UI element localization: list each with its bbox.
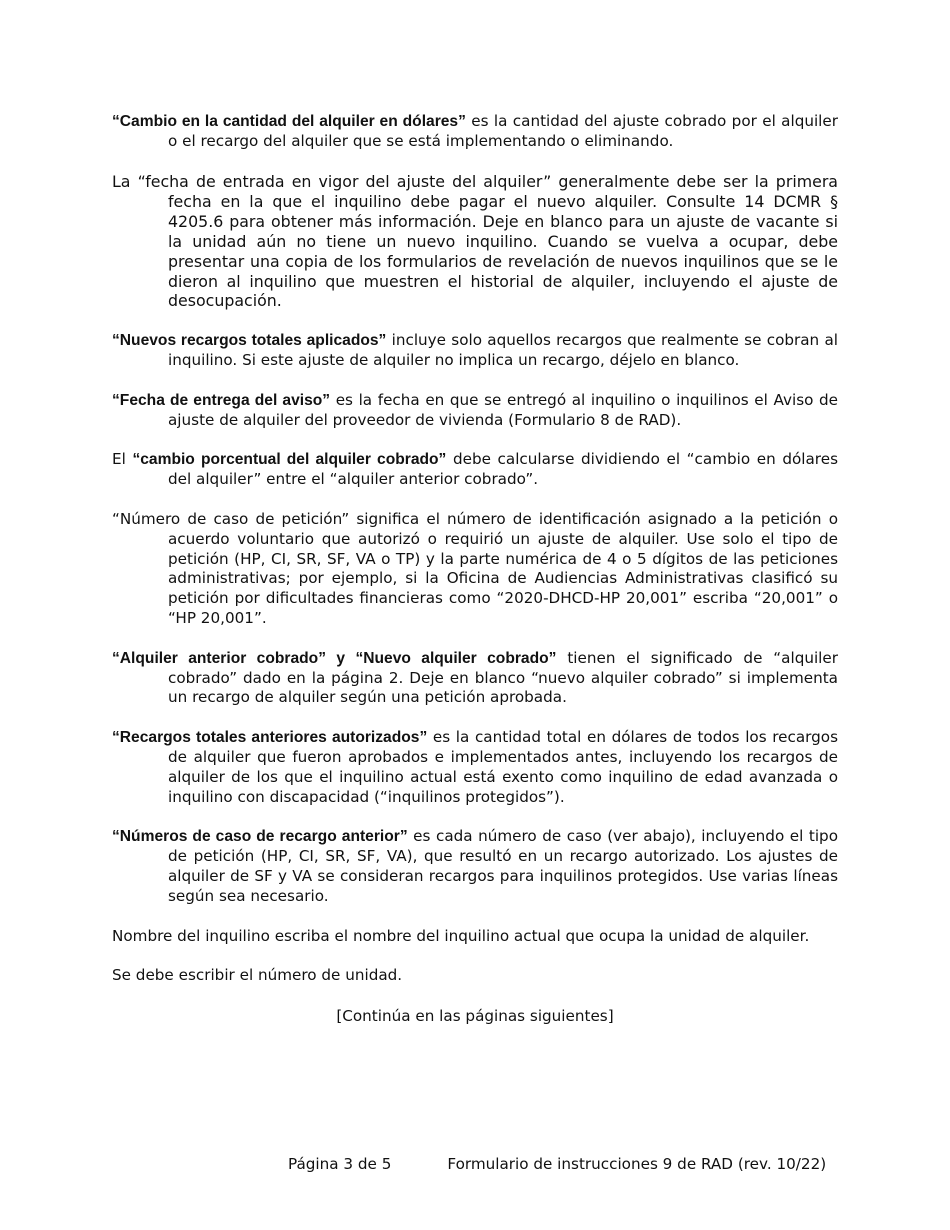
instructions-body — [112, 112, 838, 1041]
unit-number-note: Se debe escribir el número de unidad. — [112, 966, 403, 985]
definition-text: es cada número de caso (ver abajo), incluyendo el tipo de petición (HP, CI, SR, SF, VA), que resultó en un recargo autorizado. Los ajustes de alquiler de SF y VA se consideran recargos para inquilinos protegidos. Use varias líneas según sea necesario. — [168, 827, 838, 905]
definition-effective-date — [112, 172, 838, 312]
definition-new-surcharges — [112, 331, 838, 371]
definition-previous-surcharges — [112, 728, 838, 807]
definition-text: debe calcularse dividiendo el “cambio en dólares del alquiler” entre el “alquiler anterior cobrado”. — [168, 450, 838, 489]
definition-percent-change — [112, 450, 838, 490]
definition-previous-new-rent — [112, 649, 838, 708]
page-number: Página 3 de 5 — [288, 1155, 392, 1173]
definition-petition-case-number — [112, 510, 838, 629]
definition-surcharge-case-numbers — [112, 827, 838, 906]
form-identifier: Formulario de instrucciones 9 de RAD (rev. 10/22) — [447, 1155, 827, 1173]
definition-text: tienen el significado de “alquiler cobrado” dado en la página 2. Deje en blanco “nuevo alquiler cobrado” si implementa un recargo de alquiler según una petición aprobada. — [168, 648, 838, 707]
definition-prefix: El — [112, 450, 133, 469]
definition-term: “Fecha de entrega del aviso” — [112, 391, 331, 409]
definition-text: “Número de caso de petición” significa el número de identificación asignado a la petición o acuerdo voluntario que autorizó o requirió un ajuste de alquiler. Use solo el tipo de petición (HP, CI, SR, SF, VA o TP) y la parte numérica de 4 o 5 dígitos de las peticiones administrativas; por ejemplo, si la Oficina de Audiencias Administrativas clasificó su petición por dificultades financieras como “2020-DHCD-HP 20,001” escriba “20,001” o “HP 20,001”. — [112, 509, 838, 627]
definition-text: es la cantidad del ajuste cobrado por el alquiler o el recargo del alquiler que se está implementando o eliminando. — [168, 112, 838, 150]
continued-note: [Continúa en las páginas siguientes] — [336, 1007, 614, 1026]
definition-term: “Números de caso de recargo anterior” — [112, 828, 408, 846]
definition-text: es la fecha en que se entregó al inquilino o inquilinos el Aviso de ajuste de alquiler del proveedor de vivienda (Formulario 8 de RAD). — [168, 390, 838, 429]
tenant-name-note: Nombre del inquilino escriba el nombre del inquilino actual que ocupa la unidad de alquiler. — [112, 926, 810, 945]
definition-notice-date — [112, 391, 838, 431]
definition-text: La “fecha de entrada en vigor del ajuste del alquiler” generalmente debe ser la primera fecha en la que el inquilino debe pagar el nuevo alquiler. Consulte 14 DCMR § 4205.6 para obtener más información. Deje en blanco para un ajuste de vacante si la unidad aún no tiene un nuevo inquilino. Cuando se vuelva a ocupar, debe presentar una copia de los formularios de revelación de nuevos inquilinos que se le dieron al inquilino que muestren el historial de alquiler, incluyendo el ajuste de desocupación. — [112, 171, 838, 311]
definition-term: “Alquiler anterior cobrado” y “Nuevo alquiler cobrado” — [112, 649, 557, 667]
definition-term: “Nuevos recargos totales aplicados” — [112, 332, 387, 350]
definition-dollar-change — [112, 112, 838, 152]
definition-text: incluye solo aquellos recargos que realmente se cobran al inquilino. Si este ajuste de alquiler no implica un recargo, déjelo en blanco. — [168, 331, 838, 369]
definition-term: “cambio porcentual del alquiler cobrado” — [132, 451, 447, 469]
definition-text: es la cantidad total en dólares de todos los recargos de alquiler que fueron aprobados e implementados antes, incluyendo los recargos de alquiler de los que el inquilino actual está exento como inquilino de edad avanzada o inquilino con discapacidad (“inquilinos protegidos”). — [168, 728, 838, 806]
definition-term: “Cambio en la cantidad del alquiler en dólares” — [112, 113, 466, 130]
page-footer — [288, 1154, 826, 1174]
definition-term: “Recargos totales anteriores autorizados” — [112, 729, 428, 747]
